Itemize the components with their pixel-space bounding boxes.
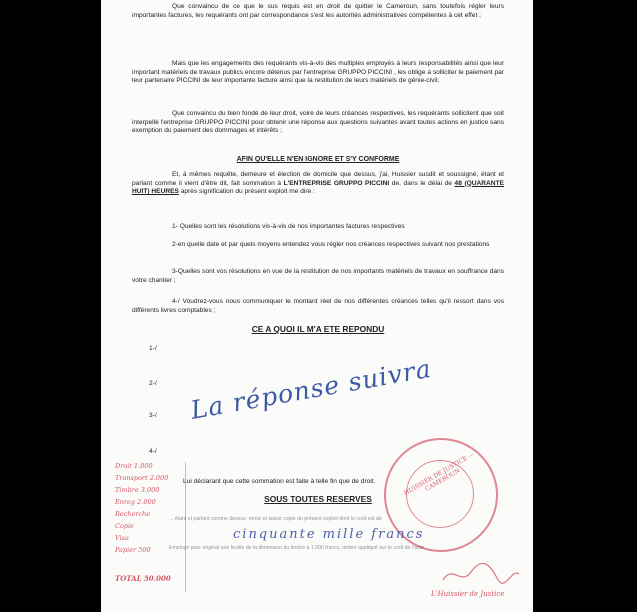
answer-label-1: 1-/ <box>149 345 157 352</box>
handwritten-cost: cinquante mille francs <box>233 527 425 542</box>
signature-scribble <box>441 560 521 588</box>
stamp-text: HUISSIER DE JUSTICE — CAMEROUN <box>402 450 476 497</box>
cost-row: Papier 500 <box>115 546 151 554</box>
question-2: 2-en quelle date et par quels moyens entendez vous régler nos créances respectives suivant nos prestations <box>172 241 490 248</box>
heading-sous-toutes-reserves: SOUS TOUTES RESERVES <box>264 494 372 504</box>
heading-reponse: CE A QUOI IL M'A ETE REPONDU <box>251 324 385 334</box>
footer-line-1: ... étant et parlant comme dessus, remis et laissé copie du présent exploit dont le coût est de <box>169 516 382 522</box>
sommation-text-2: de, dans le délai de <box>389 179 455 187</box>
question-1: 1- Quelles sont les résolutions vis-à-vis de nos importantes factures respectives <box>172 223 405 230</box>
answer-label-2: 2-/ <box>149 380 157 387</box>
answer-label-3: 3-/ <box>149 412 157 419</box>
delay: 48 (QUARANTE HUIT) HEURES <box>132 179 504 196</box>
question-3: 3-Quelles sont vos résolutions en vue de la restitution de nos importants matériels de travaux en souffrance dans votre chantier ; <box>132 268 504 284</box>
cost-row: Timbre 3.000 <box>115 486 160 494</box>
cost-row: Copie <box>115 522 134 530</box>
cost-row-total: TOTAL 50.000 <box>115 574 171 583</box>
cost-row: Recherche <box>115 510 151 518</box>
paragraph-1: Que convaincu de ce que le sus requis est en droit de quitter le Cameroun, sans toutefois régler leurs importantes factures, les requérants ont par correspondance s'est les autorités administratives compétentes à cet effet ; <box>132 3 504 19</box>
footer-line-2: Employé pour original une feuille de la dimension du timbre à 1.000 francs, timbre appliqué sur le coût de l'acte. <box>169 545 426 551</box>
cost-row: Visa <box>115 534 129 542</box>
sommation-text-3: après signification du présent exploit me dire : <box>178 188 315 196</box>
paragraph-3: Que convaincu du bien fondé de leur droit, voire de leurs créances respectives, les requérants sollicitent que soit interpellé l'entreprise GRUPPO PICCINI pour obtenir une réponse aux questions suivantes avant toutes actions en justice sans exemption du paiement des dommages et intérêts ; <box>132 110 504 135</box>
paragraph-2: Mais que les engagements des requérants vis-à-vis des multiples employés à leurs responsabilités ainsi que leur important matériels de travaux publics encore détenus par l'entreprise GRUPPO PICCINI , les oblige à solliciter le paiement par leur partenaire PICCINI de leur importante facture ainsi que la restitution de leurs matériels de génie-civil; <box>132 60 504 85</box>
cost-row: Transport 2.000 <box>115 474 169 482</box>
sommation-text-1: Et, à mêmes requête, demeure et élection de domicile que dessus, j'ai, Huissier susdit et soussigné, étant et parlant comme il vient d'être dit, fait sommation à <box>132 171 504 187</box>
answer-label-4: 4-/ <box>149 448 157 455</box>
heading-afin-qu-elle: AFIN QU'ELLE N'EN IGNORE ET S'Y CONFORME <box>236 156 400 163</box>
cost-row: Enreg 2.000 <box>115 498 156 506</box>
cost-row: Droit 1.000 <box>115 462 153 470</box>
declaration: Lui déclarant que cette sommation est faite à telle fin que de droit. <box>183 478 376 485</box>
company-name: L'ENTREPRISE GRUPPO PICCINI <box>283 179 390 187</box>
document-page <box>101 0 533 612</box>
handwritten-answer: La réponse suivra <box>188 353 434 425</box>
question-4: 4-/ Voudrez-vous nous communiquer le montant réel de nos différentes créances telles qu'il ressort dans vos différents livres comptables ; <box>132 298 504 314</box>
sommation-paragraph <box>132 171 504 197</box>
signature-block: L'Huissier de Justice <box>431 590 505 598</box>
cost-column <box>115 462 186 592</box>
